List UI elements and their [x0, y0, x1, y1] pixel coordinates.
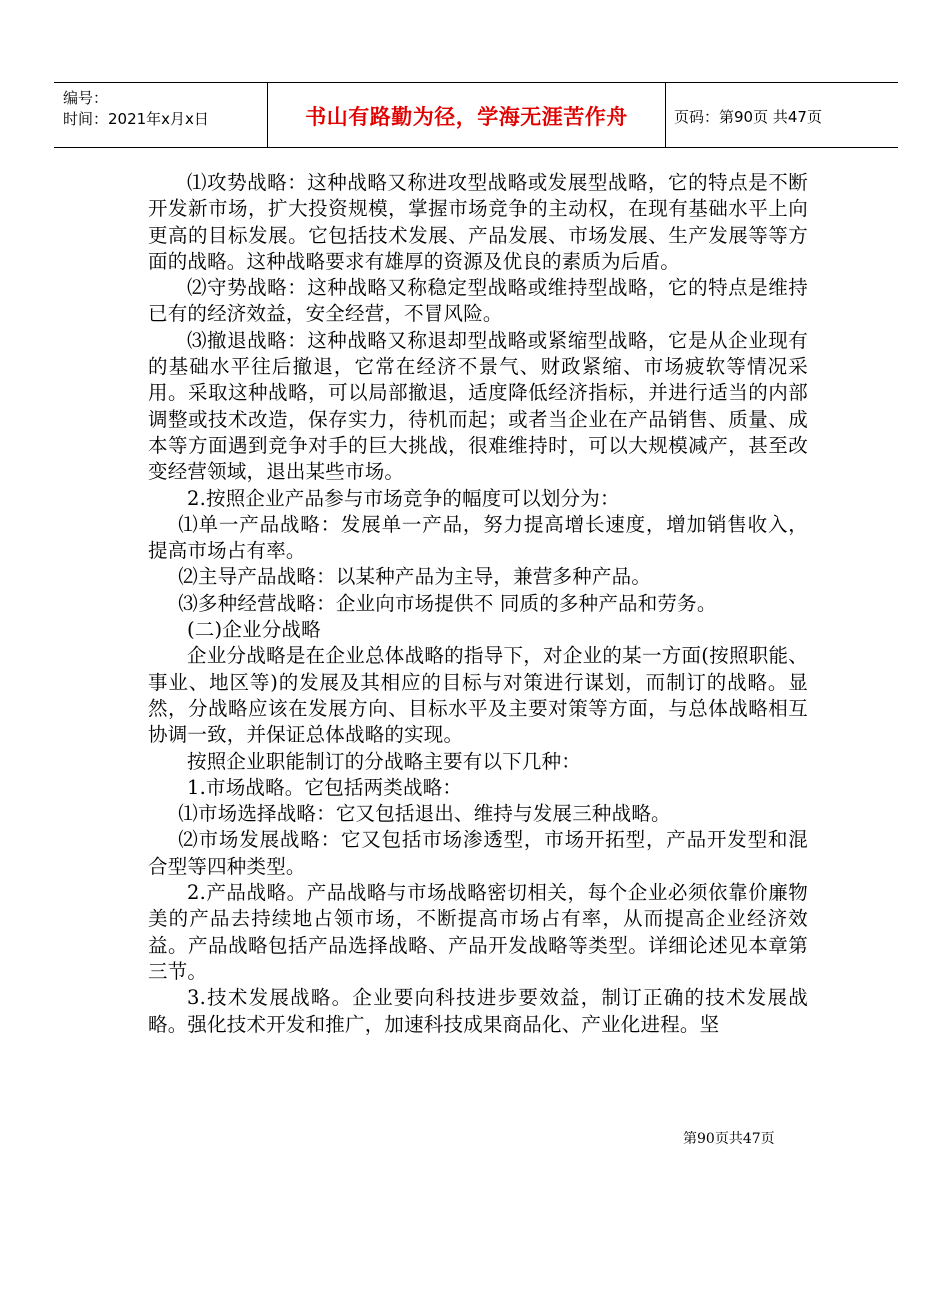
paragraph: 1.市场战略。它包括两类战略：: [187, 775, 463, 799]
paragraph: 3.技术发展战略。企业要向科技进步要效益，制订正确的技术发展战略。强化技术开发和推广，加速科技成果商品化、产业化进程。坚: [148, 986, 808, 1036]
paragraph: ⑵主导产品战略：以某种产品为主导，兼营多种产品。: [178, 565, 652, 589]
paragraph: ⑵市场发展战略：它又包括市场渗透型，市场开拓型，产品开发型和混合型等四种类型。: [148, 828, 808, 878]
document-date: 时间：2021年x月x日: [63, 110, 209, 128]
section-heading: (二)企业分战略: [187, 618, 321, 642]
paragraph: 2.按照企业产品参与市场竞争的幅度可以划分为：: [187, 486, 620, 510]
paragraph: ⑴市场选择战略：它又包括退出、维持与发展三种战略。: [178, 802, 671, 826]
paragraph: 按照企业职能制订的分战略主要有以下几种：: [187, 749, 582, 773]
paragraph: 2.产品战略。产品战略与市场战略密切相关，每个企业必须依靠价廉物美的产品去持续地占领市场，不断提高市场占有率，从而提高企业经济效益。产品战略包括产品选择战略、产品开发战略等类型。详细论述见本章第三节。: [148, 881, 808, 983]
header-motto: 书山有路勤为径，学海无涯苦作舟: [268, 83, 666, 147]
page-footer: 第90页共47页: [683, 1131, 775, 1147]
paragraph: 企业分战略是在企业总体战略的指导下，对企业的某一方面(按照职能、事业、地区等)的发展及其相应的目标与对策进行谋划，而制订的战略。显然，分战略应该在发展方向、目标水平及主要对策等方面，与总体战略相互协调一致，并保证总体战略的实现。: [148, 644, 808, 747]
document-body: [148, 170, 808, 1038]
paragraph: ⑴攻势战略：这种战略又称进攻型战略或发展型战略，它的特点是不断开发新市场，扩大投资规模，掌握市场竞争的主动权，在现有基础水平上向更高的目标发展。它包括技术发展、产品发展、市场发展、生产发展等等方面的战略。这种战略要求有雄厚的资源及优良的素质为后盾。: [148, 171, 808, 273]
header-page-info: 页码：第90页 共47页: [674, 107, 822, 126]
paragraph: ⑶撤退战略：这种战略又称退却型战略或紧缩型战略，它是从企业现有的基础水平往后撤退，它常在经济不景气、财政紧缩、市场疲软等情况采用。采取这种战略，可以局部撤退，适度降低经济指标，并进行适当的内部调整或技术改造，保存实力，待机而起；或者当企业在产品销售、质量、成本等方面遇到竞争对手的巨大挑战，很难维持时，可以大规模减产，甚至改变经营领域，退出某些市场。: [148, 328, 808, 484]
paragraph: ⑶多种经营战略：企业向市场提供不 同质的多种产品和劳务。: [178, 591, 717, 615]
document-number-label: 编号：: [63, 89, 109, 107]
paragraph: ⑵守势战略：这种战略又称稳定型战略或维持型战略，它的特点是维持已有的经济效益，安全经营，不冒风险。: [148, 276, 808, 326]
paragraph: ⑴单一产品战略：发展单一产品，努力提高增长速度，增加销售收入，提高市场占有率。: [148, 512, 808, 563]
page-header: [54, 82, 898, 148]
header-meta: [54, 83, 268, 147]
